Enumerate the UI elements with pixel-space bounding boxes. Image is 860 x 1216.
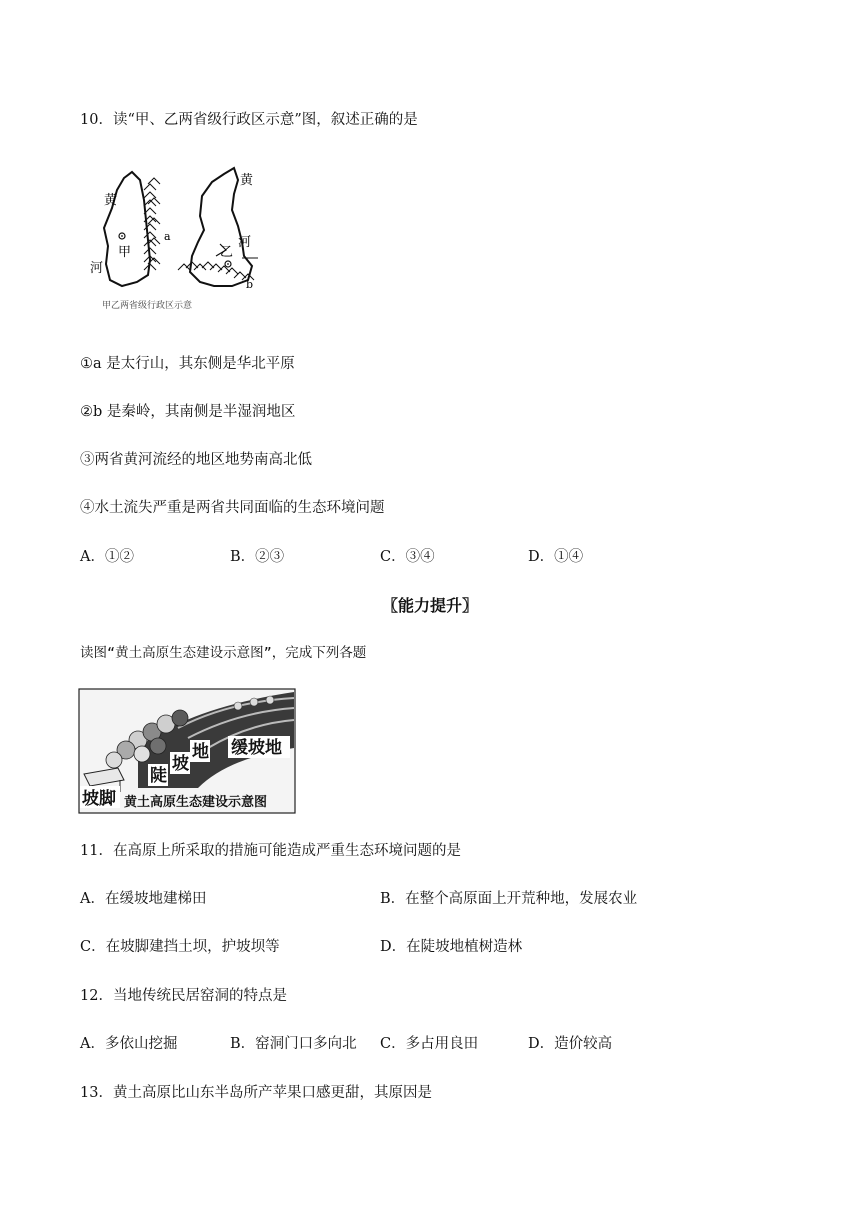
label-a: a	[164, 230, 171, 243]
loess-plateau-figure	[78, 688, 296, 814]
label-b: b	[246, 278, 254, 291]
label-steep-2: 坡	[172, 754, 189, 774]
q12-option-c[interactable]: C．多占用良田	[380, 1036, 479, 1052]
question-12-stem: 12．当地传统民居窑洞的特点是	[80, 988, 287, 1004]
q12-option-a[interactable]: A．多依山挖掘	[80, 1036, 178, 1052]
label-he-right: 河	[238, 235, 252, 250]
q10-option-a[interactable]: A．①②	[80, 549, 134, 565]
statement-4: ④水土流失严重是两省共同面临的生态环境问题	[80, 500, 385, 516]
q12-option-b[interactable]: B．窑洞门口多向北	[230, 1036, 357, 1052]
q10-option-b[interactable]: B．②③	[230, 549, 285, 565]
statement-2: ②b 是秦岭，其南侧是半湿润地区	[80, 404, 296, 420]
statement-3: ③两省黄河流经的地区地势南高北低	[80, 452, 312, 468]
province-jia-outline	[104, 172, 150, 286]
q11-option-c[interactable]: C．在坡脚建挡土坝，护坡坝等	[80, 939, 280, 955]
q11-option-a[interactable]: A．在缓坡地建梯田	[80, 891, 207, 907]
label-yi: 乙	[220, 245, 234, 260]
q11-option-d[interactable]: D．在陡坡地植树造林	[380, 939, 523, 955]
question-10-stem: 10．读“甲、乙两省级行政区示意”图，叙述正确的是	[80, 112, 418, 128]
q10-option-d[interactable]: D．①④	[528, 549, 584, 565]
label-huang-right: 黄	[240, 173, 254, 188]
label-huang-left: 黄	[104, 193, 118, 208]
loess-caption: 黄土高原生态建设示意图	[124, 795, 268, 810]
label-he-left: 河	[90, 261, 104, 276]
question-13-stem: 13．黄土高原比山东半岛所产苹果口感更甜，其原因是	[80, 1085, 432, 1101]
statement-1: ①a 是太行山，其东侧是华北平原	[80, 356, 295, 372]
q12-option-d[interactable]: D．造价较高	[528, 1036, 613, 1052]
label-jia: 甲	[118, 245, 132, 260]
province-map-figure	[82, 160, 272, 316]
label-steep-3: 地	[192, 742, 209, 762]
label-gentle-slope: 缓坡地	[231, 738, 282, 758]
q11-option-b[interactable]: B．在整个高原面上开荒种地，发展农业	[380, 891, 638, 907]
q10-option-c[interactable]: C．③④	[380, 549, 435, 565]
section-heading: 〖能力提升〗	[381, 596, 478, 615]
label-slope-foot: 坡脚	[82, 789, 116, 809]
question-11-stem: 11．在高原上所采取的措施可能造成严重生态环境问题的是	[80, 843, 461, 859]
map-caption: 甲乙两省级行政区示意	[102, 301, 193, 311]
intro-text: 读图“黄土高原生态建设示意图”，完成下列各题	[80, 645, 367, 661]
label-steep-1: 陡	[150, 766, 167, 786]
